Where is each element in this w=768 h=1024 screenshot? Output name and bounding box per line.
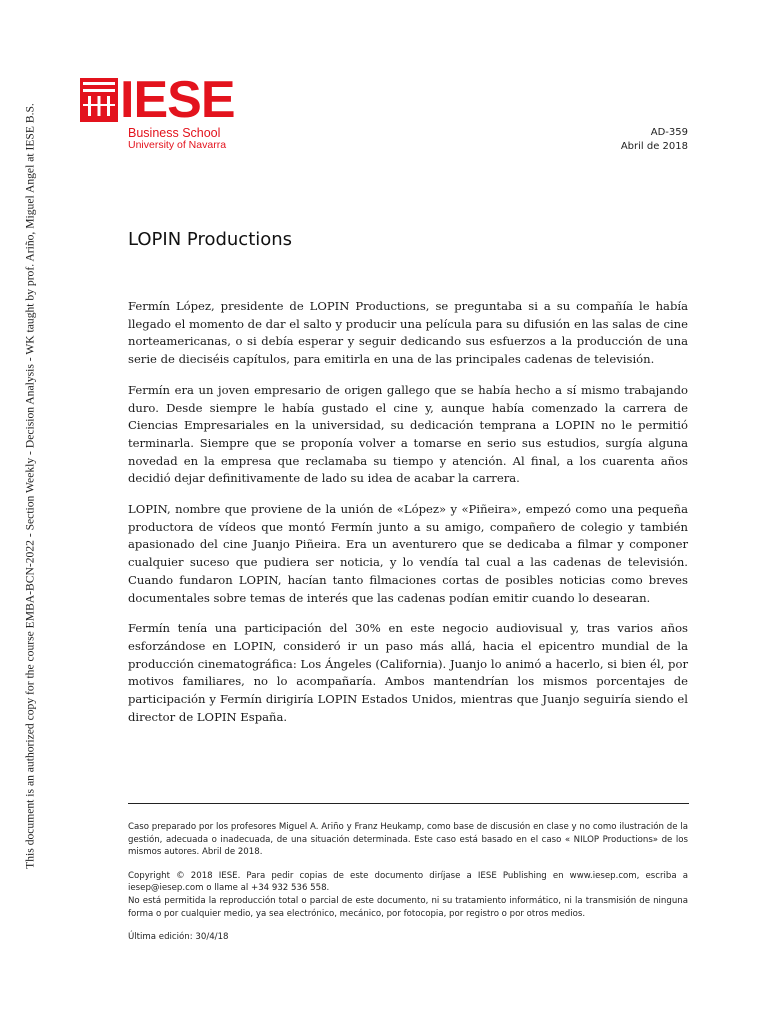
- body-paragraph: Fermín tenía una participación del 30% en este negocio audiovisual y, tras varios años esforzándose en LOPIN, consideró ir un paso más allá, hacia el epicentro mundial de la producción cinematográfica: Los Ángeles (California). Juanjo lo animó a hacerlo, si bien él, por motivos familiares, no lo acompañaría. Ambos mantendrían los mismos porcentajes de participación y Fermín dirigiría LOPIN Estados Unidos, mientras que Juanjo seguiría siendo el director de LOPIN España.: [128, 621, 688, 724]
- logo-subtitle-university: University of Navarra: [128, 139, 227, 151]
- footer-rights: No está permitida la reproducción total o parcial de este documento, ni su tratamiento informático, ni la transmisión de ninguna forma o por cualquier medio, ya sea electrónico, mecánico, por fotocopia, por registro o por otros medios.: [128, 895, 688, 919]
- iese-logo: [80, 71, 240, 152]
- case-body: [128, 298, 688, 739]
- footer-last-edit: Última edición: 30/4/18: [128, 932, 229, 943]
- footer-divider: [128, 803, 689, 804]
- body-paragraph: LOPIN, nombre que proviene de la unión de «López» y «Piñeira», empezó como una pequeña productora de vídeos que montó Fermín junto a su amigo, compañero de colegio y también apasionado del cine Juanjo Piñeira. Era un aventurero que se dedicaba a filmar y componer cualquier suceso que pudiera ser noticia, y lo vendía tal cual a las cadenas de televisión. Cuando fundaron LOPIN, hacían tanto filmaciones cortas de posibles noticias como breves documentales sobre temas de interés que las cadenas podían emitir cuando lo desearan.: [128, 502, 688, 605]
- authorized-copy-stamp: [20, 80, 40, 892]
- document-date: Abril de 2018: [620, 141, 688, 152]
- body-paragraph: Fermín era un joven empresario de origen gallego que se había hecho a sí mismo trabajando duro. Desde siempre le había gustado el cine y, aunque había comenzado la carrera de Ciencias Empresariales en la universidad, su dedicación temprana a LOPIN no le permitió terminarla. Siempre que se proponía volver a tomarse en serio sus estudios, surgía alguna novedad en la empresa que reclamaba su tiempo y atención. Al final, a los cuarenta años decidió dejar definitivamente de lado su idea de acabar la carrera.: [128, 382, 688, 486]
- page-footer: [128, 821, 688, 944]
- iese-shield-icon: [80, 78, 118, 122]
- footer-credits: Caso preparado por los profesores Miguel A. Ariño y Franz Heukamp, como base de discusión en clase y no como ilustración de la gestión, adecuada o inadecuada, de una situación determinada. Este caso está basado en el caso « NILOP Productions» de los mismos autores. Abril de 2018.: [128, 822, 688, 858]
- footer-copyright: Copyright © 2018 IESE. Para pedir copias de este documento diríjase a IESE Publishing en www.iesep.com, escriba a iesep@iesep.com o llame al +34 932 536 558.: [128, 870, 688, 894]
- logo-wordmark: IESE: [120, 71, 235, 129]
- document-reference: [621, 126, 688, 154]
- authorized-copy-text: This document is an authorized copy for the course EMBA-BCN-2022 - Section Weekly - Decision Analysis - WK taught by prof. Ariño, Miguel Angel at IESE B.S.: [23, 103, 37, 869]
- case-title: LOPIN Productions: [128, 229, 293, 250]
- logo-subtitle-business-school: Business School: [128, 126, 221, 140]
- document-code: AD-359: [650, 127, 688, 138]
- body-paragraph: Fermín López, presidente de LOPIN Productions, se preguntaba si a su compañía le había llegado el momento de dar el salto y producir una película para su difusión en las salas de cine norteamericanas, o si debía esperar y seguir dedicando sus esfuerzos a la producción de una serie de dieciséis capítulos, para emitirla en una de las principales cadenas de televisión.: [128, 299, 688, 367]
